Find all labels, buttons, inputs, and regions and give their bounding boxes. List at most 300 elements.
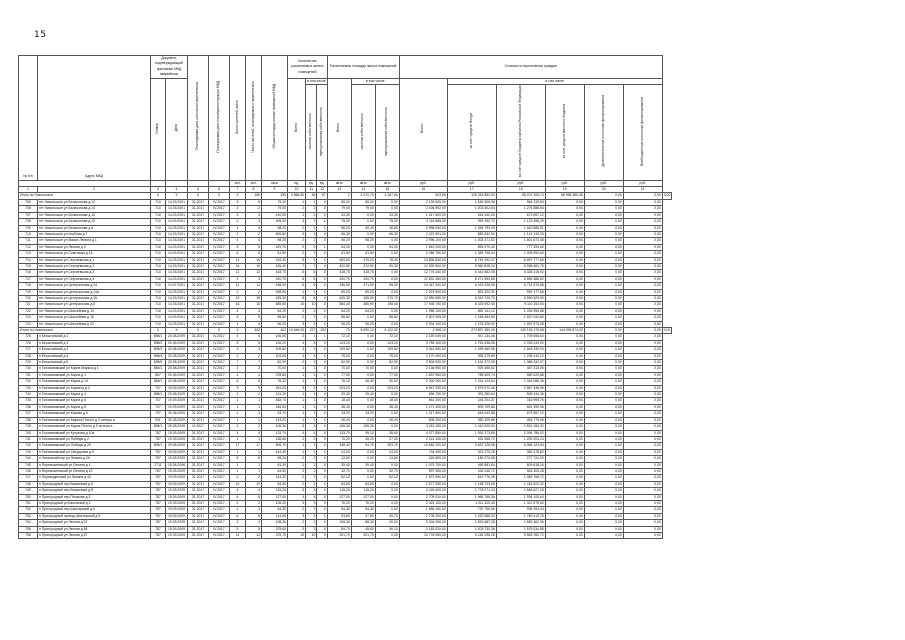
summary-cell: 0,00 <box>623 328 662 334</box>
table-cell: 0,00 <box>584 513 623 519</box>
summary-cell: X <box>209 193 230 199</box>
table-cell: 0 <box>317 276 327 282</box>
table-cell: 0,00 <box>545 347 584 353</box>
table-cell: 585,50 <box>262 302 288 308</box>
table-cell: 30.08.2005 <box>166 411 188 417</box>
table-cell: 11 <box>246 283 262 289</box>
table-cell: 126,20 <box>262 340 288 346</box>
summary-cell: X <box>151 328 166 334</box>
table-cell: 4 <box>246 488 262 494</box>
table-cell: пгт Никольское ул Советская д 18 <box>38 251 151 257</box>
summary-cell: X <box>166 193 188 199</box>
summary-cell: 6 122,00 <box>375 328 399 334</box>
table-cell: 0,00 <box>623 488 662 494</box>
table-cell: IX.2017 <box>188 424 209 430</box>
table-cell: 931 <box>151 417 166 423</box>
table-cell: 19.09.2009 <box>166 404 188 410</box>
table-cell: 69,00 <box>327 289 351 295</box>
table-cell: 0,00 <box>623 283 662 289</box>
table-cell: 96,20 <box>327 321 351 327</box>
table-cell: 2 <box>306 219 317 225</box>
table-cell: 2 <box>306 251 317 257</box>
table-cell: пгт Никольское ул Балахонова д 12 <box>38 199 151 205</box>
table-cell: 0,00 <box>623 270 662 276</box>
table-cell: IV.2017 <box>209 219 230 225</box>
table-cell: 14.03.2001 <box>166 244 188 250</box>
table-cell: 5 <box>246 340 262 346</box>
table-cell: 787 <box>151 526 166 532</box>
table-cell: 710 <box>151 270 166 276</box>
table-cell: 1 <box>246 449 262 455</box>
table-cell: 1 276 426,92 <box>447 321 496 327</box>
table-cell: 0,00 <box>623 379 662 385</box>
header-residents-planned: Число жителей, планируемых к переселению <box>250 80 255 153</box>
table-cell: 420,70 <box>262 276 288 282</box>
table-cell: 2 <box>306 468 317 474</box>
table-cell: 1 <box>317 513 327 519</box>
header-cost-local: за счет средств местного бюджета <box>561 103 566 159</box>
table-cell: 729 <box>19 360 38 366</box>
table-cell: 6 271 962,88 <box>447 276 496 282</box>
table-cell: 898/1 <box>151 334 166 340</box>
table-cell: 65,20 <box>262 456 288 462</box>
table-cell: 0,00 <box>545 468 584 474</box>
table-cell: 2 170 400,00 <box>399 353 447 359</box>
table-cell: 5 <box>230 315 246 321</box>
table-cell: 9 <box>230 385 246 391</box>
table-cell: 2 <box>246 231 262 237</box>
table-cell: п Головановский ул Карла Пятого д 5 литера а <box>38 424 151 430</box>
table-cell: 54,00 <box>375 244 399 250</box>
table-cell: 29,40 <box>351 392 375 398</box>
table-cell: 19.09.2009 <box>166 468 188 474</box>
table-cell: 1 <box>246 468 262 474</box>
table-cell: 82,90 <box>375 360 399 366</box>
table-cell: 54,00 <box>327 244 351 250</box>
table-cell: 1 <box>230 411 246 417</box>
table-cell: 0,00 <box>623 468 662 474</box>
table-cell: 4 <box>246 334 262 340</box>
table-cell: 1 <box>230 507 246 513</box>
table-cell: 3 <box>306 385 317 391</box>
table-cell: 2 <box>306 315 317 321</box>
table-cell: 3 <box>288 488 306 494</box>
table-cell: 17 <box>246 443 262 449</box>
table-cell: 1 642 000,00 <box>399 244 447 250</box>
table-cell: 3 <box>306 424 317 430</box>
table-cell: 420,70 <box>327 276 351 282</box>
table-cell: 20.08.2009 <box>166 334 188 340</box>
table-cell: 75,00 <box>375 219 399 225</box>
table-cell: 31.2017 <box>188 347 209 353</box>
table-cell: IV.2017 <box>209 526 230 532</box>
table-cell: 744 <box>19 456 38 462</box>
relocation-table <box>18 55 672 539</box>
table-cell: 992 392,72 <box>447 219 496 225</box>
table-cell: 2 975 572,06 <box>447 385 496 391</box>
header-area-municipal: муниципальная собственность <box>384 106 389 156</box>
table-cell: 31.2017 <box>188 379 209 385</box>
table-cell: 2 <box>306 436 317 442</box>
table-cell: 6 319 720,70 <box>447 295 496 301</box>
table-cell: 805 200,00 <box>399 417 447 423</box>
table-cell: 0,00 <box>545 276 584 282</box>
table-cell: 0,00 <box>375 276 399 282</box>
table-cell: 94,70 <box>351 443 375 449</box>
table-cell: 0 <box>317 295 327 301</box>
table-cell: 3 <box>230 520 246 526</box>
table-cell: 38,40 <box>327 404 351 410</box>
table-cell: 1 079 700,00 <box>399 462 447 468</box>
table-cell: 31.2017 <box>188 468 209 474</box>
table-cell: 720 <box>19 295 38 301</box>
table-cell: 3 <box>288 513 306 519</box>
table-cell: 710 <box>151 321 166 327</box>
table-cell: 0 <box>317 340 327 346</box>
table-cell: 1 <box>288 366 306 372</box>
table-cell: 0,00 <box>375 411 399 417</box>
table-cell: 2 998 530,00 <box>399 225 447 231</box>
table-cell: 787 <box>151 500 166 506</box>
table-cell: 2 486 750,00 <box>399 251 447 257</box>
table-cell: 410,00 <box>262 212 288 218</box>
table-cell: 1 <box>317 334 327 340</box>
table-cell: 2 <box>306 238 317 244</box>
unit-cell: ед. <box>288 180 306 186</box>
table-cell: 0,00 <box>623 449 662 455</box>
table-cell: 0 <box>317 372 327 378</box>
table-cell: 420,70 <box>351 276 375 282</box>
table-cell: 31.2017 <box>188 257 209 263</box>
table-cell: 0,00 <box>545 225 584 231</box>
table-cell: 0 <box>317 347 327 353</box>
table-cell: 756 <box>19 533 38 539</box>
table-cell: 1 003 502,84 <box>447 206 496 212</box>
table-cell: 0,00 <box>351 219 375 225</box>
table-cell: 0,00 <box>545 398 584 404</box>
table-cell: 787 <box>151 488 166 494</box>
table-cell: 2 <box>230 289 246 295</box>
table-cell: 726 <box>19 340 38 346</box>
table-cell: 454 779,08 <box>496 417 545 423</box>
table-cell: 20.08.2009 <box>166 379 188 385</box>
table-cell: IV.2017 <box>209 263 230 269</box>
table-cell: 0,00 <box>545 488 584 494</box>
table-cell: 4 <box>306 430 317 436</box>
table-cell: 38,60 <box>375 430 399 436</box>
table-cell: 752 <box>19 507 38 513</box>
table-cell: 8 425 592,40 <box>447 302 496 308</box>
table-cell: 0,00 <box>623 462 662 468</box>
table-cell: 898/1 <box>151 443 166 449</box>
table-cell: 88,30 <box>351 520 375 526</box>
table-cell: 0 <box>317 366 327 372</box>
table-cell: 2 <box>288 308 306 314</box>
table-cell: 0,00 <box>545 334 584 340</box>
table-cell: 1 537 042,80 <box>496 315 545 321</box>
table-cell: 1 780 413,76 <box>496 513 545 519</box>
table-cell: 31.2017 <box>188 404 209 410</box>
table-cell: 0 <box>317 500 327 506</box>
table-cell: 31.2017 <box>188 385 209 391</box>
table-cell: 2 996 100,00 <box>399 238 447 244</box>
table-cell: 0,00 <box>584 500 623 506</box>
table-cell: 745 <box>19 462 38 468</box>
table-cell: 0,00 <box>623 231 662 237</box>
table-cell: 16 <box>246 257 262 263</box>
table-cell: 9 <box>246 385 262 391</box>
table-cell: 710 <box>151 244 166 250</box>
table-cell: IV.2017 <box>209 295 230 301</box>
table-cell: 0,00 <box>584 347 623 353</box>
table-cell: 0 <box>317 289 327 295</box>
table-cell: 429,70 <box>262 244 288 250</box>
table-cell: 883 632,60 <box>447 231 496 237</box>
table-cell: 0 <box>317 417 327 423</box>
unit-cell: ед. <box>317 180 327 186</box>
table-cell: 2 <box>288 436 306 442</box>
summary-cell: X <box>166 328 188 334</box>
table-cell: 5 <box>288 257 306 263</box>
table-cell: 316 995,76 <box>496 398 545 404</box>
table-cell: 748 <box>19 481 38 487</box>
column-number: 8 <box>246 187 262 193</box>
table-cell: 11 <box>230 283 246 289</box>
table-cell: 0,00 <box>545 500 584 506</box>
table-cell: 1 158 723,68 <box>447 481 496 487</box>
unit-cell: руб. <box>447 180 496 186</box>
table-cell: 31.2017 <box>188 340 209 346</box>
table-cell: 19.09.2009 <box>166 436 188 442</box>
table-cell: IV.2017 <box>209 513 230 519</box>
table-cell: 9 <box>246 276 262 282</box>
table-cell: 0,00 <box>545 456 584 462</box>
table-cell: 5 <box>306 257 317 263</box>
table-cell: 0,00 <box>623 436 662 442</box>
table-cell: 0,00 <box>375 206 399 212</box>
table-cell: 18,40 <box>375 398 399 404</box>
table-cell: 54,30 <box>351 507 375 513</box>
table-cell: 14.03.2001 <box>166 321 188 327</box>
table-cell: 858/1 <box>151 379 166 385</box>
table-cell: 85,00 <box>351 199 375 205</box>
table-cell: 0,00 <box>351 231 375 237</box>
table-cell: 65,00 <box>375 283 399 289</box>
table-cell: 31.2017 <box>188 443 209 449</box>
table-cell: 1 354 793,09 <box>447 225 496 231</box>
table-cell: 70,00 <box>327 366 351 372</box>
table-cell: IV.2017 <box>209 315 230 321</box>
table-cell: 673 557,12 <box>496 212 545 218</box>
table-cell: 3 <box>306 321 317 327</box>
table-cell: 5 <box>230 526 246 532</box>
table-cell: 1 <box>288 289 306 295</box>
table-cell: 4 <box>246 430 262 436</box>
table-cell: 31.2017 <box>188 533 209 539</box>
table-cell: 14.03.2001 <box>166 206 188 212</box>
table-cell: п Пригородный ул Лесная д 67 <box>38 533 151 539</box>
table-cell: 244 204,37 <box>447 398 496 404</box>
table-cell: п Переводинский ул Ленина д 43 <box>38 475 151 481</box>
table-cell: п Головановский ул Кирпича д 2 <box>38 385 151 391</box>
table-body <box>19 193 672 539</box>
table-cell: IV.2017 <box>209 449 230 455</box>
table-cell: 1 <box>306 225 317 231</box>
summary-cell: 154 <box>317 328 327 334</box>
table-cell: 1 <box>306 392 317 398</box>
table-cell: 31.2017 <box>188 219 209 225</box>
table-cell: 0 <box>317 263 327 269</box>
table-cell: 5 245 298,28 <box>447 533 496 539</box>
table-cell: 0,00 <box>375 270 399 276</box>
table-cell: 11 <box>230 257 246 263</box>
table-cell: 739 <box>19 424 38 430</box>
table-cell: 0,00 <box>623 347 662 353</box>
table-cell: 2 300 200,00 <box>399 379 447 385</box>
table-cell: 133,70 <box>327 430 351 436</box>
table-cell: 710 <box>151 199 166 205</box>
table-cell: 133,70 <box>262 430 288 436</box>
table-cell: 6 431 028,05 <box>447 283 496 289</box>
table-cell: 0 <box>317 199 327 205</box>
table-cell: 787 <box>151 436 166 442</box>
table-cell: 425,30 <box>262 257 288 263</box>
table-cell: 1 316 086,36 <box>496 379 545 385</box>
table-cell: 0,00 <box>545 392 584 398</box>
table-cell: 0,00 <box>545 385 584 391</box>
table-cell: 0,00 <box>623 404 662 410</box>
table-cell: 1 709 658,64 <box>496 334 545 340</box>
table-cell: 20.08.2009 <box>166 340 188 346</box>
summary-cell: 3 167,60 <box>375 193 399 199</box>
table-cell: 6 442 682,08 <box>447 270 496 276</box>
table-cell: 3 <box>288 321 306 327</box>
table-cell: 710 <box>151 206 166 212</box>
table-cell: 4 <box>306 494 317 500</box>
table-cell: 0,00 <box>351 398 375 404</box>
table-cell: 50,30 <box>375 263 399 269</box>
table-cell: 0,00 <box>545 206 584 212</box>
table-cell: пгт Никольское ул Балахонова д 14 <box>38 206 151 212</box>
table-cell: 0,00 <box>545 263 584 269</box>
table-cell: 0,00 <box>623 366 662 372</box>
table-cell: 43,20 <box>351 411 375 417</box>
table-cell: 76,10 <box>262 379 288 385</box>
table-cell: 1 <box>306 379 317 385</box>
table-cell: 737 <box>19 411 38 417</box>
table-cell: 0,00 <box>623 225 662 231</box>
column-number: 18 <box>496 187 545 193</box>
table-cell: 2 <box>246 392 262 398</box>
summary-cell: 0,00 <box>663 193 671 198</box>
summary-cell: 9 090,10 <box>351 328 375 334</box>
table-cell: 787 <box>151 456 166 462</box>
header-cost-extra: Дополнительные источники финансирования <box>600 95 605 167</box>
table-cell: 0 <box>317 238 327 244</box>
table-cell: 2 <box>306 507 317 513</box>
table-cell: 1 <box>230 404 246 410</box>
table-cell: 0,00 <box>584 225 623 231</box>
table-cell: 0,00 <box>545 302 584 308</box>
table-cell: 1 <box>288 443 306 449</box>
table-cell: 78,30 <box>375 257 399 263</box>
table-cell: 3 <box>288 500 306 506</box>
table-cell: 98,20 <box>262 225 288 231</box>
table-cell: 31.2017 <box>188 392 209 398</box>
table-cell: 787 <box>151 507 166 513</box>
table-cell: 747 <box>19 475 38 481</box>
table-cell: 0,00 <box>351 372 375 378</box>
table-cell: 0,00 <box>623 263 662 269</box>
table-cell: пгт Никольское ул Центральная д 26 <box>38 295 151 301</box>
table-cell: 1 303 471,52 <box>447 238 496 244</box>
column-number: 5 <box>188 187 209 193</box>
table-cell: 0,00 <box>623 276 662 282</box>
table-cell: 0,00 <box>351 449 375 455</box>
table-cell: 85,60 <box>262 315 288 321</box>
summary-cell: X <box>230 328 246 334</box>
table-cell: 31.2017 <box>188 500 209 506</box>
table-cell: IV.2017 <box>209 488 230 494</box>
table-cell: пгт Никольское ул Сергиевская д 3 <box>38 270 151 276</box>
table-cell: 2 577 250,00 <box>399 481 447 487</box>
table-cell: 375,70 <box>262 533 288 539</box>
table-cell: 27,00 <box>375 436 399 442</box>
table-cell: IV.2017 <box>209 289 230 295</box>
table-cell: 1 <box>317 225 327 231</box>
column-number: 12 <box>317 187 327 193</box>
table-cell: 6 590 529,30 <box>496 295 545 301</box>
table-cell: 14.03.2001 <box>166 231 188 237</box>
table-cell: 453,50 <box>327 257 351 263</box>
unit-cell: чел. <box>230 180 246 186</box>
table-cell: 20.08.2009 <box>166 366 188 372</box>
table-cell: 0 <box>317 436 327 442</box>
summary-cell: 402 <box>246 328 262 334</box>
table-cell: 810 776,28 <box>447 475 496 481</box>
column-number: 1 <box>19 187 38 193</box>
table-cell: 2 <box>230 392 246 398</box>
table-cell: 6 <box>288 283 306 289</box>
table-cell: 935 393,44 <box>496 507 545 513</box>
table-cell: 936 379,60 <box>447 353 496 359</box>
header-num: № п/п <box>19 56 38 181</box>
table-cell: 730 <box>19 366 38 372</box>
table-cell: 1 <box>288 411 306 417</box>
table-cell: 0 <box>317 411 327 417</box>
table-cell: 2 <box>306 520 317 526</box>
table-cell: 14.03.2001 <box>166 212 188 218</box>
table-cell: пгт Никольское ул Балахонова д 19 <box>38 219 151 225</box>
table-cell: 85,60 <box>375 315 399 321</box>
table-cell: 2 <box>306 206 317 212</box>
header-plan-demolition: Планируемая дата сноса/реконструкции МКД <box>216 80 221 153</box>
table-cell: 0,00 <box>623 456 662 462</box>
table-cell: 468,70 <box>262 398 288 404</box>
table-cell: 728 <box>19 353 38 359</box>
table-cell: 898/3 <box>151 347 166 353</box>
table-cell: 2 <box>306 360 317 366</box>
header-rooms-municipal: муниципальная собственность <box>319 106 324 156</box>
table-cell: 30.08.2009 <box>166 417 188 423</box>
table-cell: 0,00 <box>584 443 623 449</box>
table-cell: 1 <box>246 411 262 417</box>
table-cell: 0,00 <box>623 372 662 378</box>
table-cell: 0,00 <box>623 353 662 359</box>
table-cell: 711 <box>19 238 38 244</box>
table-cell: п Бесштанский д 2 <box>38 340 151 346</box>
table-cell: 4 <box>230 488 246 494</box>
